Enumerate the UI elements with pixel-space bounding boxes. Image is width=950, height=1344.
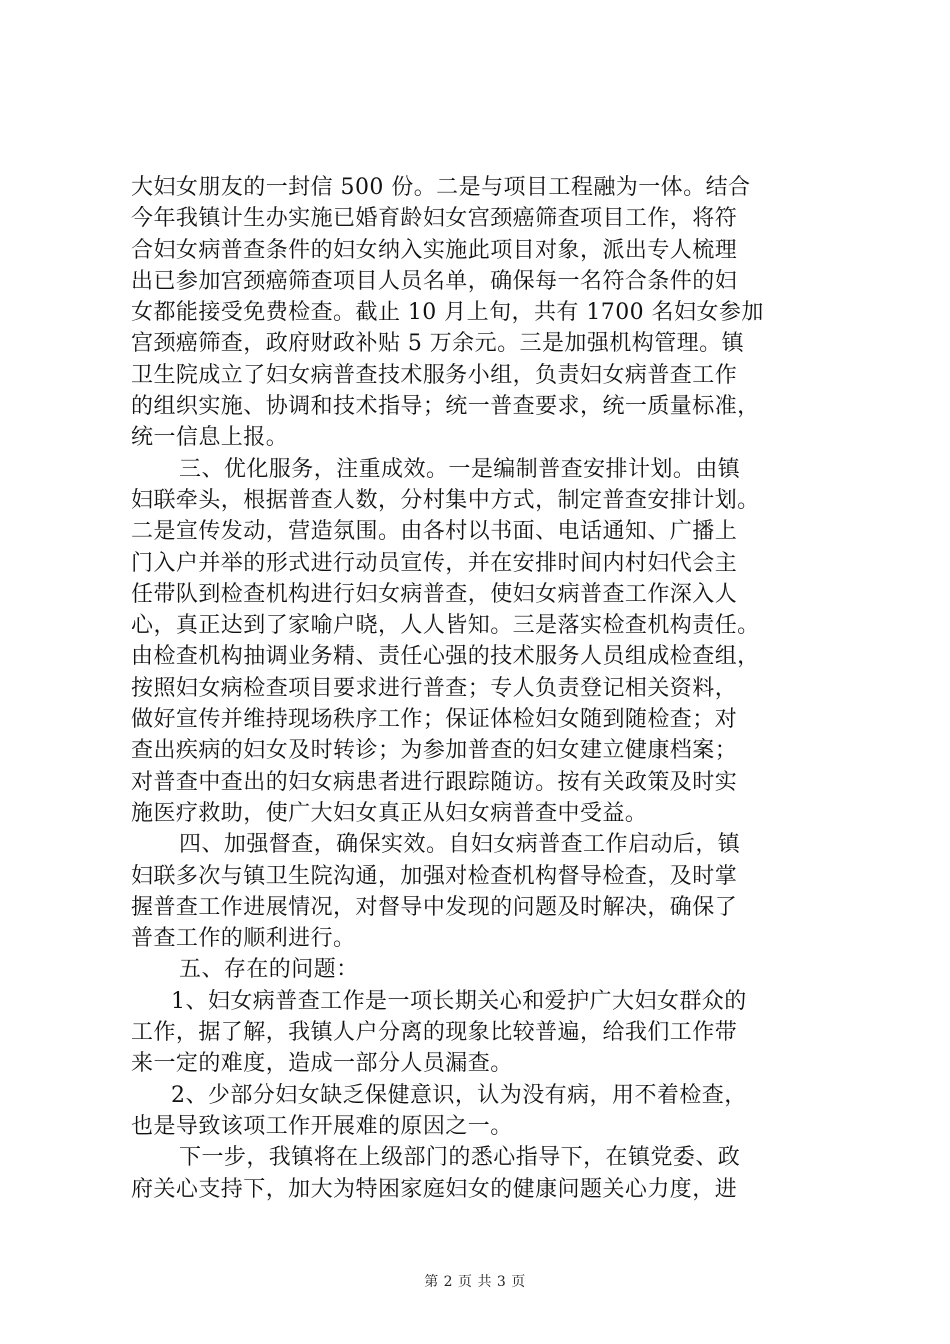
text-line: 普查工作的顺利进行。 <box>131 926 356 952</box>
section-heading-line: 五、存在的问题： <box>179 957 359 983</box>
section-heading-line: 四、加强督查，确保实效。自妇女病普查工作启动后，镇 <box>179 832 741 858</box>
list-item-line: 1、妇女病普查工作是一项长期关心和爱护广大妇女群众的 <box>171 988 747 1014</box>
text-line: 今年我镇计生办实施已婚育龄妇女宫颈癌筛查项目工作，将符 <box>131 206 738 232</box>
text-line: 做好宣传并维持现场秩序工作；保证体检妇女随到随检查；对 <box>131 707 738 733</box>
text-line: 对普查中查出的妇女病患者进行跟踪随访。按有关政策及时实 <box>131 769 738 795</box>
text-line: 由检查机构抽调业务精、责任心强的技术服务人员组成检查组， <box>131 644 760 670</box>
text-line: 查出疾病的妇女及时转诊；为参加普查的妇女建立健康档案； <box>131 738 738 764</box>
text-line: 合妇女病普查条件的妇女纳入实施此项目对象，派出专人梳理 <box>131 237 738 263</box>
list-item-line: 2、少部分妇女缺乏保健意识，认为没有病，用不着检查， <box>171 1082 747 1108</box>
text-line: 女都能接受免费检查。截止 10 月上旬，共有 1700 名妇女参加 <box>131 300 764 326</box>
text-line: 府关心支持下，加大为特困家庭妇女的健康问题关心力度，进 <box>131 1176 738 1202</box>
text-line: 心，真正达到了家喻户晓，人人皆知。三是落实检查机构责任。 <box>131 613 760 639</box>
text-line: 宫颈癌筛查，政府财政补贴 5 万余元。三是加强机构管理。镇 <box>131 331 745 357</box>
text-line: 来一定的难度，造成一部分人员漏查。 <box>131 1051 513 1077</box>
text-line: 统一信息上报。 <box>131 425 289 451</box>
text-line: 也是导致该项工作开展难的原因之一。 <box>131 1113 513 1139</box>
text-line: 妇联多次与镇卫生院沟通，加强对检查机构督导检查，及时掌 <box>131 863 738 889</box>
text-line: 大妇女朋友的一封信 500 份。二是与项目工程融为一体。结合 <box>131 175 751 200</box>
paragraph-start-line: 下一步，我镇将在上级部门的悉心指导下，在镇党委、政 <box>179 1145 741 1171</box>
text-line: 施医疗救助，使广大妇女真正从妇女病普查中受益。 <box>131 800 648 826</box>
page-number-footer: 第 2 页 共 3 页 <box>424 1274 526 1290</box>
section-heading-line: 三、优化服务，注重成效。一是编制普查安排计划。由镇 <box>179 456 741 482</box>
text-line: 的组织实施、协调和技术指导；统一普查要求，统一质量标准， <box>131 394 760 420</box>
text-line: 握普查工作进展情况，对督导中发现的问题及时解决，确保了 <box>131 894 738 920</box>
text-line: 妇联牵头，根据普查人数，分村集中方式，制定普查安排计划。 <box>131 487 760 513</box>
text-line: 门入户并举的形式进行动员宣传，并在安排时间内村妇代会主 <box>131 550 738 576</box>
body-text <box>131 172 831 1205</box>
text-line: 二是宣传发动，营造氛围。由各村以书面、电话通知、广播上 <box>131 519 738 545</box>
text-line: 卫生院成立了妇女病普查技术服务小组，负责妇女病普查工作 <box>131 362 738 388</box>
text-line: 工作，据了解，我镇人户分离的现象比较普遍，给我们工作带 <box>131 1020 738 1046</box>
text-line: 出已参加宫颈癌筛查项目人员名单，确保每一名符合条件的妇 <box>131 268 738 294</box>
text-line: 任带队到检查机构进行妇女病普查，使妇女病普查工作深入人 <box>131 581 738 607</box>
text-line: 按照妇女病检查项目要求进行普查；专人负责登记相关资料， <box>131 675 738 701</box>
